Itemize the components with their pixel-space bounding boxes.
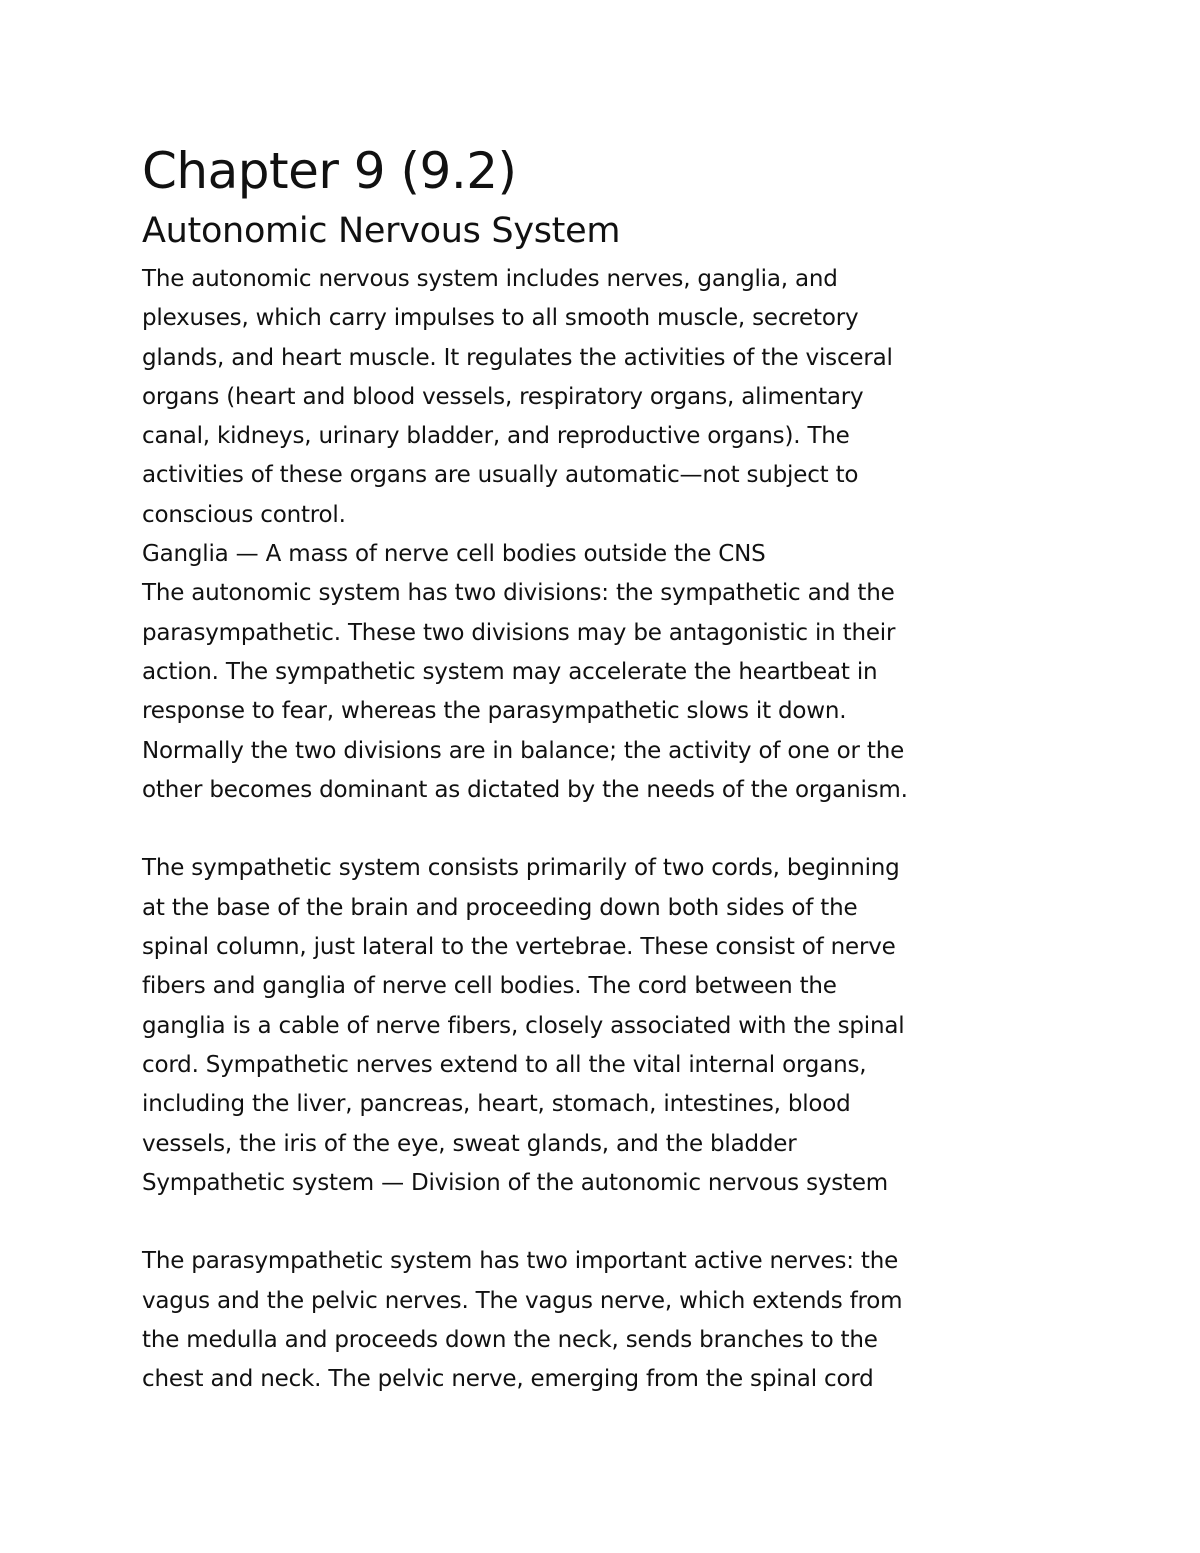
text-line: The autonomic nervous system includes nerves, ganglia, and xyxy=(142,266,838,292)
text-line: glands, and heart muscle. It regulates the activities of the visceral xyxy=(142,344,893,371)
text-line: response to fear, whereas the parasympathetic slows it down. xyxy=(142,698,847,725)
text-line: spinal column, just lateral to the vertebrae. These consist of nerve xyxy=(142,934,896,961)
text-line: cord. Sympathetic nerves extend to all the vital internal organs, xyxy=(142,1051,867,1078)
text-line: other becomes dominant as dictated by the needs of the organism. xyxy=(142,776,908,803)
document-page xyxy=(142,140,1072,1400)
paragraph-divisions xyxy=(142,574,1072,810)
text-line: Normally the two divisions are in balance; the activity of one or the xyxy=(142,737,905,764)
text-line: ganglia is a cable of nerve fibers, closely associated with the spinal xyxy=(142,1012,905,1039)
text-line: vessels, the iris of the eye, sweat glands, and the bladder xyxy=(142,1130,797,1157)
text-line: The autonomic system has two divisions: the sympathetic and the xyxy=(142,580,895,607)
paragraph-autonomic-intro xyxy=(142,260,1072,535)
text-line: Sympathetic system — Division of the autonomic nervous system xyxy=(142,1169,889,1196)
text-line: organs (heart and blood vessels, respiratory organs, alimentary xyxy=(142,383,864,410)
text-line: Ganglia — A mass of nerve cell bodies outside the CNS xyxy=(142,541,766,568)
text-line: activities of these organs are usually automatic—not subject to xyxy=(142,462,859,489)
paragraph-spacer xyxy=(142,810,1072,849)
text-line: fibers and ganglia of nerve cell bodies. The cord between the xyxy=(142,973,837,1000)
text-line: plexuses, which carry impulses to all smooth muscle, secretory xyxy=(142,305,859,332)
text-line: action. The sympathetic system may accelerate the heartbeat in xyxy=(142,658,878,685)
text-line: The sympathetic system consists primarily of two cords, beginning xyxy=(142,855,900,882)
text-line: including the liver, pancreas, heart, stomach, intestines, blood xyxy=(142,1091,851,1118)
text-line: parasympathetic. These two divisions may be antagonistic in their xyxy=(142,619,896,646)
paragraph-sympathetic xyxy=(142,849,1072,1163)
paragraph-spacer xyxy=(142,1203,1072,1242)
chapter-title: Chapter 9 (9.2) xyxy=(142,142,517,200)
text-line: chest and neck. The pelvic nerve, emerging from the spinal cord xyxy=(142,1366,874,1393)
text-line: canal, kidneys, urinary bladder, and reproductive organs). The xyxy=(142,423,850,450)
text-line: the medulla and proceeds down the neck, sends branches to the xyxy=(142,1327,878,1354)
text-line: conscious control. xyxy=(142,501,346,528)
definition-ganglia xyxy=(142,535,1072,574)
definition-sympathetic-system xyxy=(142,1164,1072,1203)
section-title: Autonomic Nervous System xyxy=(142,211,621,251)
paragraph-parasympathetic xyxy=(142,1242,1072,1399)
text-line: vagus and the pelvic nerves. The vagus nerve, which extends from xyxy=(142,1287,903,1314)
text-line: at the base of the brain and proceeding down both sides of the xyxy=(142,894,858,921)
text-line: The parasympathetic system has two important active nerves: the xyxy=(142,1248,899,1275)
